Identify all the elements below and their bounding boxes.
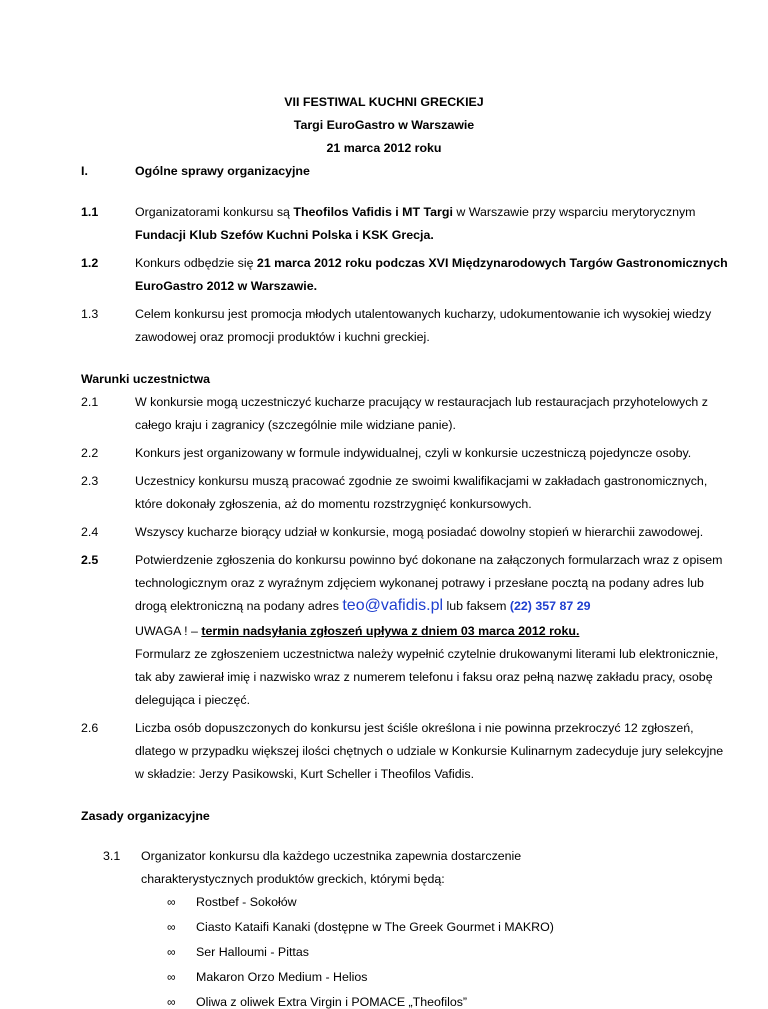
paragraph-text: EuroGastro 2012 w Warszawie.	[135, 279, 318, 293]
paragraph-number: 1.1	[81, 205, 99, 219]
fax-number: (22) 357 87 29	[509, 599, 591, 613]
document-title: VII FESTIWAL KUCHNI GRECKIEJ	[284, 95, 484, 109]
paragraph-number: 3.1	[103, 849, 121, 863]
email-link[interactable]: teo@vafidis.pl	[342, 597, 444, 614]
paragraph-text: Uczestnicy konkursu muszą pracować zgodnie ze swoimi kwalifikacjami w zakładach gastronomicznych,	[135, 474, 708, 488]
document-subtitle: Targi EuroGastro w Warszawie	[293, 118, 475, 132]
section-heading: Zasady organizacyjne	[81, 809, 210, 823]
paragraph-text: Konkurs odbędzie się 21 marca 2012 roku podczas XVI Międzynarodowych Targów Gastronomicznych	[135, 256, 728, 270]
section-heading: Ogólne sprawy organizacyjne	[135, 164, 310, 178]
paragraph-text: charakterystycznych produktów greckich, którymi będą:	[141, 872, 445, 886]
paragraph-text: w składzie: Jerzy Pasikowski, Kurt Scheller i Theofilos Vafidis.	[135, 767, 475, 781]
paragraph-number: 2.3	[81, 474, 99, 488]
paragraph-text: Fundacji Klub Szefów Kuchni Polska i KSK Grecja.	[135, 228, 434, 242]
paragraph-number: 2.4	[81, 525, 99, 539]
infinity-bullet-icon: ∞	[167, 945, 176, 959]
list-item: Ciasto Kataifi Kanaki (dostępne w The Greek Gourmet i MAKRO)	[196, 920, 554, 934]
infinity-bullet-icon: ∞	[167, 970, 176, 984]
paragraph-text: które dokonały zgłoszenia, aż do momentu rozstrzygnięć konkursowych.	[135, 497, 532, 511]
paragraph-text: Celem konkursu jest promocja młodych utalentowanych kucharzy, udokumentowanie ich wysokiej wiedzy	[135, 307, 712, 321]
deadline-warning: UWAGA ! – termin nadsyłania zgłoszeń upływa z dniem 03 marca 2012 roku.	[135, 624, 580, 638]
infinity-bullet-icon: ∞	[167, 995, 176, 1009]
paragraph-text: W konkursie mogą uczestniczyć kucharze pracujący w restauracjach lub restauracjach przyhotelowych z	[135, 395, 708, 409]
paragraph-number: 1.3	[81, 307, 99, 321]
section-heading: Warunki uczestnictwa	[81, 372, 210, 386]
paragraph-number: 1.2	[81, 256, 99, 270]
document-date: 21 marca 2012 roku	[326, 141, 442, 155]
paragraph-text: Organizatorami konkursu są Theofilos Vafidis i MT Targi w Warszawie przy wsparciu merytorycznym	[135, 205, 696, 219]
paragraph-text: Liczba osób dopuszczonych do konkursu jest ściśle określona i nie powinna przekroczyć 12 zgłoszeń,	[135, 721, 694, 735]
paragraph-text: Potwierdzenie zgłoszenia do konkursu powinno być dokonane na załączonych formularzach wraz z opisem	[135, 553, 723, 567]
list-item: Rostbef - Sokołów	[196, 895, 297, 909]
paragraph-text: delegująca i pieczęć.	[135, 693, 251, 707]
paragraph-number: 2.2	[81, 446, 99, 460]
paragraph-number: 2.6	[81, 721, 99, 735]
paragraph-text: tak aby zawierał imię i nazwisko wraz z numerem telefonu i faksu oraz pełną nazwę zakładu pracy, osobę	[135, 670, 713, 684]
list-item: Ser Halloumi - Pittas	[196, 945, 309, 959]
paragraph-text: całego kraju i zagranicy (szczególnie mile widziane panie).	[135, 418, 456, 432]
list-item: Makaron Orzo Medium - Helios	[196, 970, 368, 984]
paragraph-text: dlatego w przypadku większej ilości chętnych o udziale w Konkursie Kulinarnym zadecyduje jury selekcyjne	[135, 744, 724, 758]
paragraph-text: Konkurs jest organizowany w formule indywidualnej, czyli w konkursie uczestniczą pojedyncze osoby.	[135, 446, 692, 460]
infinity-bullet-icon: ∞	[167, 920, 176, 934]
paragraph-number: 2.1	[81, 395, 99, 409]
paragraph-text: drogą elektroniczną na podany adres teo@vafidis.pl lub faksem (22) 357 87 29	[135, 597, 591, 614]
paragraph-text: Organizator konkursu dla każdego uczestnika zapewnia dostarczenie	[141, 849, 522, 863]
paragraph-number: 2.5	[81, 553, 99, 567]
infinity-bullet-icon: ∞	[167, 895, 176, 909]
section-number: I.	[81, 164, 88, 178]
paragraph-text: Formularz ze zgłoszeniem uczestnictwa należy wypełnić czytelnie drukowanymi literami lub elektronicznie,	[135, 647, 719, 661]
paragraph-text: zawodowej oraz promocji produktów i kuchni greckiej.	[135, 330, 430, 344]
paragraph-text: technologicznym oraz z wyraźnym zdjęciem wykonanej potrawy i przesłane pocztą na podany adres lub	[135, 576, 704, 590]
paragraph-text: Wszyscy kucharze biorący udział w konkursie, mogą posiadać dowolny stopień w hierarchii zawodowej.	[135, 525, 704, 539]
list-item: Oliwa z oliwek Extra Virgin i POMACE „Theofilos”	[196, 995, 468, 1009]
